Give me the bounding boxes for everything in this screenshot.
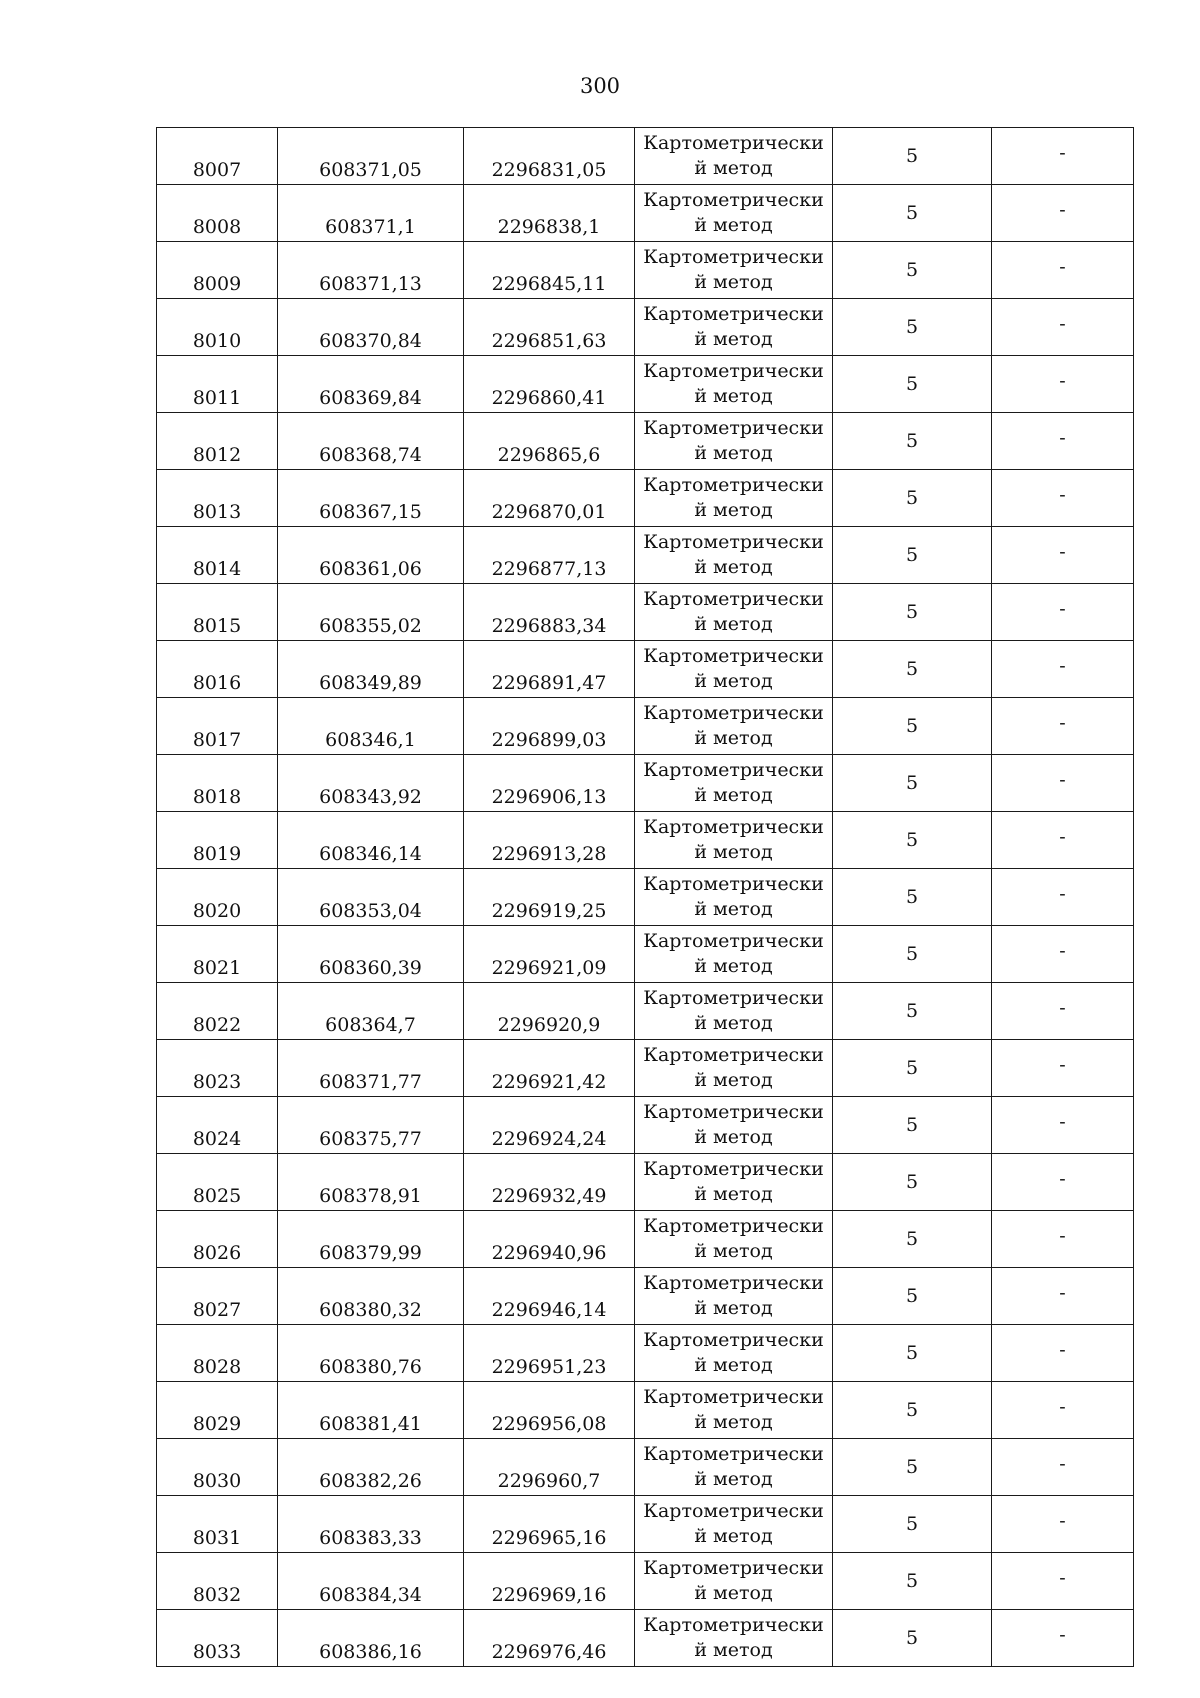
note-cell: - [992,1040,1134,1097]
point-number-cell: 8027 [157,1268,278,1325]
table-row [157,926,1134,983]
x-coordinate-cell: 608346,14 [278,812,464,869]
y-coordinate-cell: 2296924,24 [464,1097,635,1154]
accuracy-cell: 5 [833,242,992,299]
table-row [157,299,1134,356]
y-coordinate-cell: 2296831,05 [464,128,635,185]
method-cell: Картометрически й метод [635,1553,833,1610]
y-coordinate-cell: 2296899,03 [464,698,635,755]
table-row [157,128,1134,185]
x-coordinate-cell: 608361,06 [278,527,464,584]
table-row [157,356,1134,413]
point-number-cell: 8012 [157,413,278,470]
method-cell: Картометрически й метод [635,1097,833,1154]
accuracy-cell: 5 [833,1382,992,1439]
accuracy-cell: 5 [833,983,992,1040]
note-cell: - [992,812,1134,869]
accuracy-cell: 5 [833,812,992,869]
method-cell: Картометрически й метод [635,242,833,299]
accuracy-cell: 5 [833,1553,992,1610]
accuracy-cell: 5 [833,128,992,185]
x-coordinate-cell: 608381,41 [278,1382,464,1439]
accuracy-cell: 5 [833,926,992,983]
x-coordinate-cell: 608368,74 [278,413,464,470]
table-row [157,1040,1134,1097]
note-cell: - [992,1211,1134,1268]
method-cell: Картометрически й метод [635,812,833,869]
x-coordinate-cell: 608370,84 [278,299,464,356]
note-cell: - [992,1439,1134,1496]
note-cell: - [992,299,1134,356]
note-cell: - [992,1610,1134,1667]
y-coordinate-cell: 2296870,01 [464,470,635,527]
method-cell: Картометрически й метод [635,470,833,527]
x-coordinate-cell: 608353,04 [278,869,464,926]
y-coordinate-cell: 2296951,23 [464,1325,635,1382]
y-coordinate-cell: 2296960,7 [464,1439,635,1496]
note-cell: - [992,242,1134,299]
point-number-cell: 8025 [157,1154,278,1211]
y-coordinate-cell: 2296946,14 [464,1268,635,1325]
y-coordinate-cell: 2296956,08 [464,1382,635,1439]
y-coordinate-cell: 2296906,13 [464,755,635,812]
accuracy-cell: 5 [833,1040,992,1097]
y-coordinate-cell: 2296860,41 [464,356,635,413]
y-coordinate-cell: 2296976,46 [464,1610,635,1667]
table-row [157,1211,1134,1268]
method-cell: Картометрически й метод [635,1439,833,1496]
method-cell: Картометрически й метод [635,1040,833,1097]
method-cell: Картометрически й метод [635,1268,833,1325]
y-coordinate-cell: 2296913,28 [464,812,635,869]
point-number-cell: 8023 [157,1040,278,1097]
method-cell: Картометрически й метод [635,128,833,185]
y-coordinate-cell: 2296932,49 [464,1154,635,1211]
point-number-cell: 8026 [157,1211,278,1268]
x-coordinate-cell: 608360,39 [278,926,464,983]
y-coordinate-cell: 2296883,34 [464,584,635,641]
x-coordinate-cell: 608371,1 [278,185,464,242]
method-cell: Картометрически й метод [635,584,833,641]
method-cell: Картометрически й метод [635,698,833,755]
table-row [157,1610,1134,1667]
x-coordinate-cell: 608382,26 [278,1439,464,1496]
note-cell: - [992,1268,1134,1325]
x-coordinate-cell: 608343,92 [278,755,464,812]
y-coordinate-cell: 2296940,96 [464,1211,635,1268]
note-cell: - [992,584,1134,641]
x-coordinate-cell: 608367,15 [278,470,464,527]
accuracy-cell: 5 [833,1211,992,1268]
y-coordinate-cell: 2296845,11 [464,242,635,299]
note-cell: - [992,1325,1134,1382]
x-coordinate-cell: 608349,89 [278,641,464,698]
table-row [157,983,1134,1040]
note-cell: - [992,983,1134,1040]
accuracy-cell: 5 [833,470,992,527]
point-number-cell: 8031 [157,1496,278,1553]
y-coordinate-cell: 2296865,6 [464,413,635,470]
x-coordinate-cell: 608384,34 [278,1553,464,1610]
table-row [157,527,1134,584]
accuracy-cell: 5 [833,584,992,641]
table-row [157,185,1134,242]
note-cell: - [992,641,1134,698]
accuracy-cell: 5 [833,1325,992,1382]
point-number-cell: 8030 [157,1439,278,1496]
x-coordinate-cell: 608371,05 [278,128,464,185]
accuracy-cell: 5 [833,1610,992,1667]
x-coordinate-cell: 608346,1 [278,698,464,755]
table-row [157,584,1134,641]
coordinates-table-body [157,128,1134,1667]
point-number-cell: 8015 [157,584,278,641]
x-coordinate-cell: 608371,77 [278,1040,464,1097]
method-cell: Картометрически й метод [635,1154,833,1211]
point-number-cell: 8020 [157,869,278,926]
y-coordinate-cell: 2296920,9 [464,983,635,1040]
table-row [157,1268,1134,1325]
note-cell: - [992,356,1134,413]
note-cell: - [992,1382,1134,1439]
table-row [157,698,1134,755]
accuracy-cell: 5 [833,356,992,413]
method-cell: Картометрически й метод [635,1610,833,1667]
y-coordinate-cell: 2296921,09 [464,926,635,983]
method-cell: Картометрически й метод [635,641,833,698]
note-cell: - [992,527,1134,584]
x-coordinate-cell: 608375,77 [278,1097,464,1154]
note-cell: - [992,1097,1134,1154]
y-coordinate-cell: 2296965,16 [464,1496,635,1553]
method-cell: Картометрически й метод [635,527,833,584]
note-cell: - [992,128,1134,185]
table-row [157,1097,1134,1154]
accuracy-cell: 5 [833,185,992,242]
method-cell: Картометрически й метод [635,926,833,983]
note-cell: - [992,470,1134,527]
x-coordinate-cell: 608380,32 [278,1268,464,1325]
table-row [157,1553,1134,1610]
page-number: 300 [579,74,621,98]
table-row [157,869,1134,926]
table-row [157,755,1134,812]
accuracy-cell: 5 [833,1268,992,1325]
table-row [157,641,1134,698]
x-coordinate-cell: 608383,33 [278,1496,464,1553]
point-number-cell: 8007 [157,128,278,185]
method-cell: Картометрически й метод [635,1211,833,1268]
method-cell: Картометрически й метод [635,299,833,356]
table-row [157,1439,1134,1496]
note-cell: - [992,185,1134,242]
method-cell: Картометрически й метод [635,185,833,242]
x-coordinate-cell: 608379,99 [278,1211,464,1268]
x-coordinate-cell: 608386,16 [278,1610,464,1667]
y-coordinate-cell: 2296838,1 [464,185,635,242]
y-coordinate-cell: 2296919,25 [464,869,635,926]
accuracy-cell: 5 [833,1154,992,1211]
accuracy-cell: 5 [833,527,992,584]
point-number-cell: 8032 [157,1553,278,1610]
point-number-cell: 8014 [157,527,278,584]
coordinates-table [156,127,1134,1667]
table-row [157,1325,1134,1382]
point-number-cell: 8029 [157,1382,278,1439]
method-cell: Картометрически й метод [635,413,833,470]
method-cell: Картометрически й метод [635,356,833,413]
note-cell: - [992,926,1134,983]
note-cell: - [992,1553,1134,1610]
y-coordinate-cell: 2296969,16 [464,1553,635,1610]
note-cell: - [992,755,1134,812]
method-cell: Картометрически й метод [635,755,833,812]
accuracy-cell: 5 [833,869,992,926]
point-number-cell: 8011 [157,356,278,413]
y-coordinate-cell: 2296877,13 [464,527,635,584]
table-row [157,1496,1134,1553]
method-cell: Картометрически й метод [635,869,833,926]
table-row [157,1382,1134,1439]
note-cell: - [992,869,1134,926]
x-coordinate-cell: 608371,13 [278,242,464,299]
x-coordinate-cell: 608364,7 [278,983,464,1040]
table-row [157,242,1134,299]
method-cell: Картометрически й метод [635,1382,833,1439]
table-row [157,413,1134,470]
point-number-cell: 8019 [157,812,278,869]
accuracy-cell: 5 [833,1496,992,1553]
point-number-cell: 8009 [157,242,278,299]
method-cell: Картометрически й метод [635,1325,833,1382]
point-number-cell: 8022 [157,983,278,1040]
point-number-cell: 8013 [157,470,278,527]
point-number-cell: 8017 [157,698,278,755]
accuracy-cell: 5 [833,1439,992,1496]
table-row [157,1154,1134,1211]
x-coordinate-cell: 608378,91 [278,1154,464,1211]
y-coordinate-cell: 2296921,42 [464,1040,635,1097]
accuracy-cell: 5 [833,698,992,755]
table-row [157,470,1134,527]
x-coordinate-cell: 608369,84 [278,356,464,413]
point-number-cell: 8010 [157,299,278,356]
y-coordinate-cell: 2296851,63 [464,299,635,356]
table-row [157,812,1134,869]
note-cell: - [992,413,1134,470]
accuracy-cell: 5 [833,299,992,356]
point-number-cell: 8016 [157,641,278,698]
accuracy-cell: 5 [833,641,992,698]
point-number-cell: 8033 [157,1610,278,1667]
point-number-cell: 8028 [157,1325,278,1382]
point-number-cell: 8021 [157,926,278,983]
point-number-cell: 8024 [157,1097,278,1154]
note-cell: - [992,1496,1134,1553]
note-cell: - [992,698,1134,755]
accuracy-cell: 5 [833,1097,992,1154]
point-number-cell: 8018 [157,755,278,812]
note-cell: - [992,1154,1134,1211]
x-coordinate-cell: 608355,02 [278,584,464,641]
y-coordinate-cell: 2296891,47 [464,641,635,698]
x-coordinate-cell: 608380,76 [278,1325,464,1382]
accuracy-cell: 5 [833,413,992,470]
point-number-cell: 8008 [157,185,278,242]
method-cell: Картометрически й метод [635,983,833,1040]
accuracy-cell: 5 [833,755,992,812]
method-cell: Картометрически й метод [635,1496,833,1553]
